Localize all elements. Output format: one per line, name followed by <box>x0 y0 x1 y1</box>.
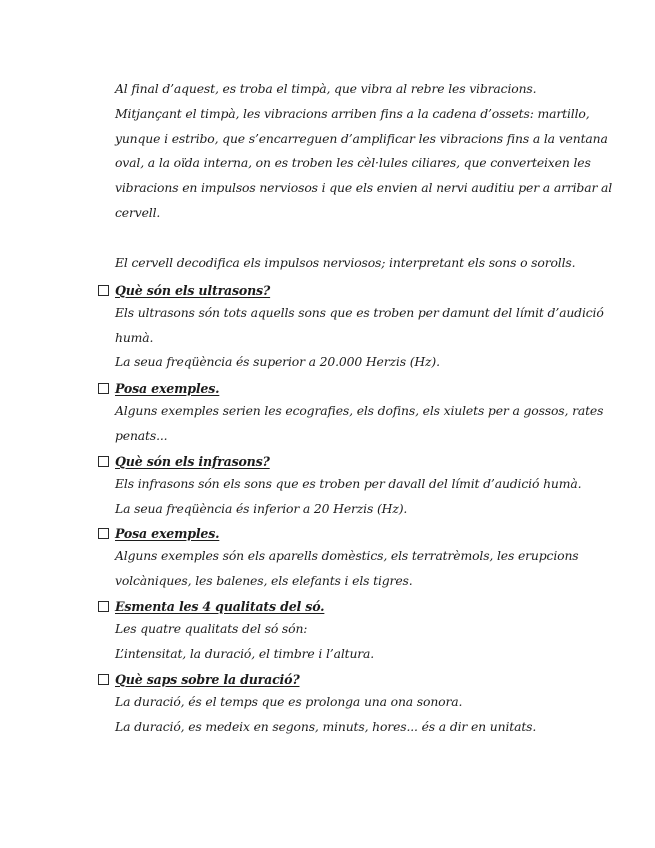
qa-item-duracio <box>98 668 568 739</box>
intro-line: Al final d’aquest, es troba el timpà, que vibra al rebre les vibracions. <box>115 81 537 96</box>
checkbox[interactable] <box>98 285 109 296</box>
answer-line: La duració, es medeix en segons, minuts, hores... és a dir en unitats. <box>115 718 537 734</box>
checkbox[interactable] <box>98 674 109 685</box>
answer-line: Alguns exemples serien les ecografies, els dofins, els xiulets per a gossos, rates <box>115 403 604 418</box>
qa-item-qualitats <box>98 595 568 666</box>
qa-item-ultrasons <box>98 279 604 375</box>
answer-line: volcàniques, les balenes, els elefants i els tigres. <box>115 572 413 588</box>
answer-line: La seua freqüència és superior a 20.000 Herzis (Hz). <box>115 354 440 369</box>
checkbox[interactable] <box>98 383 109 394</box>
intro-line: vibracions en impulsos nerviosos i que els envien al nervi auditiu per a arribar al <box>115 180 613 196</box>
answer-line: La seua freqüència és inferior a 20 Herzis (Hz). <box>115 500 408 516</box>
answer-line: Alguns exemples són els aparells domèstics, els terratrèmols, les erupcions <box>115 548 579 563</box>
answer-line: Les quatre qualitats del só són: <box>115 621 308 636</box>
question-heading: Què saps sobre la duració? <box>115 671 300 687</box>
checkbox[interactable] <box>98 601 109 612</box>
intro-line: cervell. <box>115 204 161 220</box>
question-heading: Què són els infrasons? <box>115 453 270 469</box>
answer-line: penats... <box>115 427 168 443</box>
intro-line: oval, a la oïda interna, on es troben les cèl·lules ciliares, que converteixen les <box>115 155 591 171</box>
checkbox[interactable] <box>98 528 109 539</box>
checkbox[interactable] <box>98 456 109 467</box>
qa-item-exemples-infrasons <box>98 522 579 593</box>
question-heading: Esmenta les 4 qualitats del só. <box>115 598 325 614</box>
intro-conclusion: El cervell decodifica els impulsos nerviosos; interpretant els sons o sorolls. <box>115 254 576 270</box>
answer-line: La duració, és el temps que es prolonga una ona sonora. <box>115 694 463 709</box>
answer-line: humà. <box>115 329 154 345</box>
intro-line: yunque i estribo, que s’encarreguen d’amplificar les vibracions fins a la ventana <box>115 130 608 146</box>
question-heading: Què són els ultrasons? <box>115 282 271 298</box>
answer-line: Els ultrasons són tots aquells sons que es troben per damunt del límit d’audició <box>115 305 604 320</box>
intro-paragraph <box>115 77 613 276</box>
question-heading: Posa exemples. <box>115 380 220 396</box>
answer-line: L’intensitat, la duració, el timbre i l’altura. <box>115 645 375 661</box>
qa-item-infrasons <box>98 450 582 521</box>
question-heading: Posa exemples. <box>115 525 220 541</box>
qa-item-exemples-ultrasons <box>98 377 604 448</box>
answer-line: Els infrasons són els sons que es troben per davall del límit d’audició humà. <box>115 476 582 491</box>
intro-line: Mitjançant el timpà, les vibracions arriben fins a la cadena d’ossets: martillo, <box>115 105 590 121</box>
